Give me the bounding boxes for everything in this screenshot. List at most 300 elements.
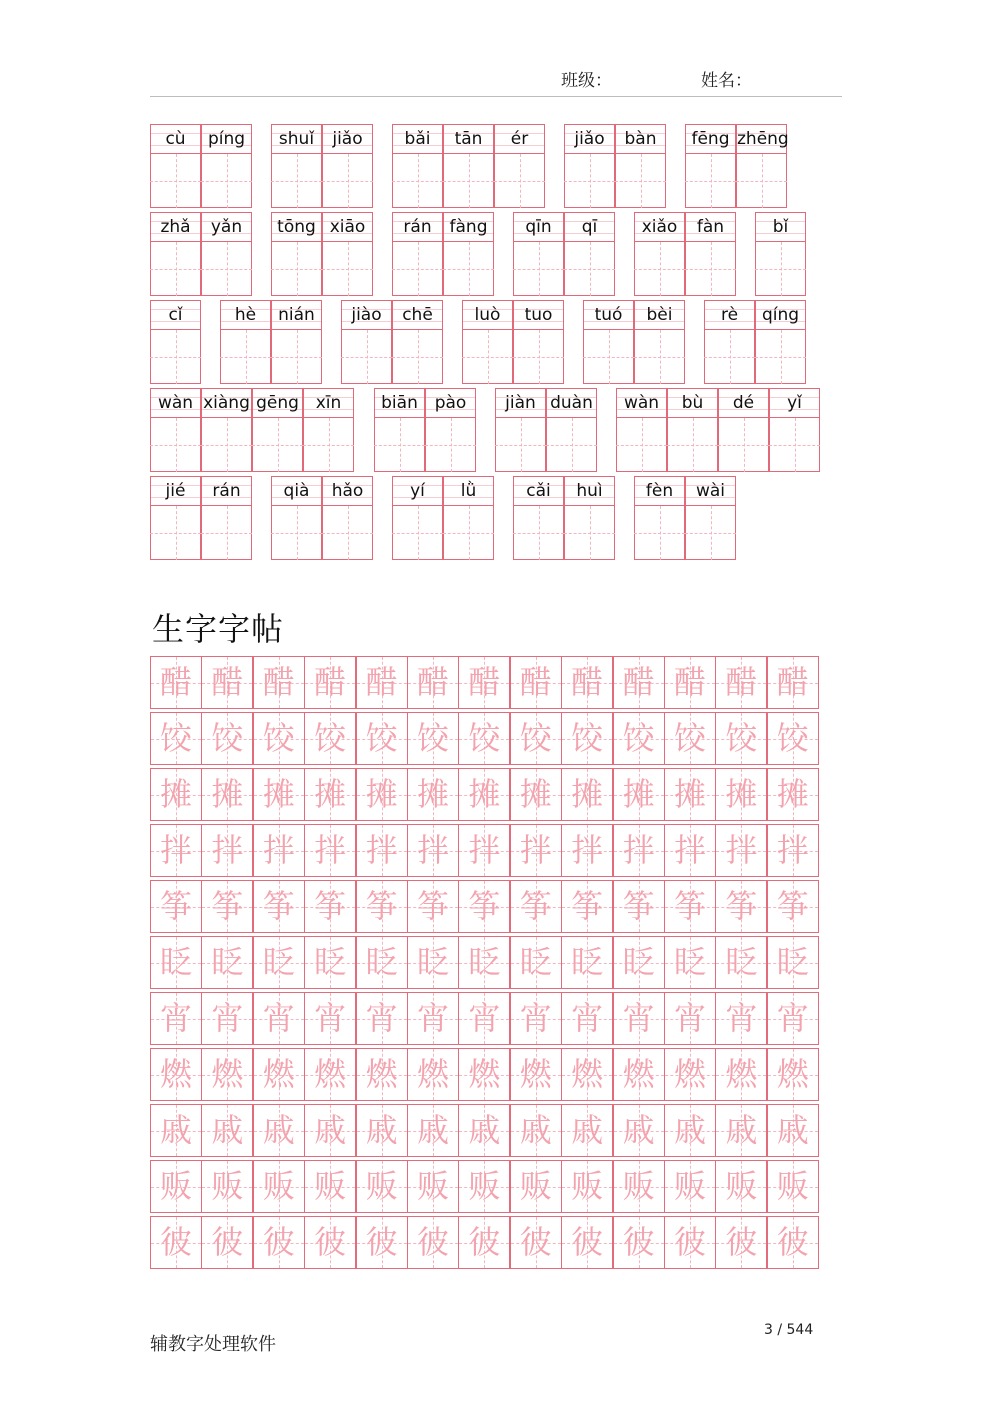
- pinyin-cell[interactable]: [322, 212, 373, 296]
- practice-cell[interactable]: [356, 824, 408, 877]
- pinyin-cell[interactable]: [704, 300, 755, 384]
- pinyin-cell[interactable]: [564, 212, 615, 296]
- pinyin-syllable: bèi: [646, 305, 673, 325]
- practice-cell[interactable]: [613, 1048, 665, 1101]
- practice-cell[interactable]: [458, 1216, 510, 1269]
- tianzige-writing-box[interactable]: [322, 241, 373, 296]
- pinyin-syllable: tān: [454, 129, 483, 149]
- practice-cell[interactable]: [767, 880, 819, 933]
- pinyin-cell[interactable]: [201, 124, 252, 208]
- pinyin-cell[interactable]: [634, 212, 685, 296]
- tianzige-writing-box[interactable]: [616, 417, 667, 472]
- tianzige-writing-box[interactable]: [615, 153, 666, 208]
- tianzige-writing-box[interactable]: [252, 417, 303, 472]
- pinyin-cell[interactable]: [150, 476, 201, 560]
- practice-cell[interactable]: [715, 880, 767, 933]
- pinyin-cell[interactable]: [271, 124, 322, 208]
- trace-character: 戚: [725, 1111, 758, 1149]
- practice-cell[interactable]: [715, 1216, 767, 1269]
- pinyin-cell[interactable]: [392, 212, 443, 296]
- practice-cell[interactable]: [715, 712, 767, 765]
- practice-cell[interactable]: [510, 936, 562, 989]
- trace-character: 燃: [211, 1055, 244, 1093]
- practice-cell[interactable]: [407, 712, 459, 765]
- practice-cell[interactable]: [458, 656, 510, 709]
- practice-cell[interactable]: [767, 656, 819, 709]
- trace-character: 戚: [519, 1111, 552, 1149]
- practice-cell[interactable]: [715, 1048, 767, 1101]
- practice-cell[interactable]: [304, 1160, 356, 1213]
- trace-character: 摊: [365, 775, 398, 813]
- practice-cell[interactable]: [356, 768, 408, 821]
- tianzige-writing-box[interactable]: [271, 329, 322, 384]
- practice-cell[interactable]: [253, 1216, 305, 1269]
- practice-cell[interactable]: [664, 936, 716, 989]
- practice-cell[interactable]: [613, 992, 665, 1045]
- pinyin-cell[interactable]: [685, 212, 736, 296]
- practice-cell[interactable]: [458, 1160, 510, 1213]
- tianzige-writing-box[interactable]: [583, 329, 634, 384]
- practice-cell[interactable]: [253, 1048, 305, 1101]
- tianzige-writing-box[interactable]: [150, 153, 201, 208]
- pinyin-syllable: xīn: [315, 393, 342, 413]
- pinyin-cell[interactable]: [667, 388, 718, 472]
- practice-cell[interactable]: [561, 1104, 613, 1157]
- pinyin-cell[interactable]: [616, 388, 667, 472]
- practice-cell[interactable]: [767, 1160, 819, 1213]
- practice-cell[interactable]: [613, 1216, 665, 1269]
- practice-cell[interactable]: [201, 992, 253, 1045]
- practice-cell[interactable]: [510, 1216, 562, 1269]
- practice-cell[interactable]: [253, 992, 305, 1045]
- trace-character: 宵: [211, 999, 244, 1037]
- practice-cell[interactable]: [715, 824, 767, 877]
- practice-cell[interactable]: [613, 824, 665, 877]
- practice-cell[interactable]: [304, 936, 356, 989]
- pinyin-cell[interactable]: [546, 388, 597, 472]
- pinyin-cell[interactable]: [564, 124, 615, 208]
- tianzige-writing-box[interactable]: [704, 329, 755, 384]
- pinyin-cell[interactable]: [443, 212, 494, 296]
- trace-character: 拌: [314, 831, 347, 869]
- pinyin-cell[interactable]: [392, 300, 443, 384]
- practice-cell[interactable]: [767, 936, 819, 989]
- practice-cell[interactable]: [407, 1048, 459, 1101]
- practice-cell[interactable]: [458, 992, 510, 1045]
- practice-cell[interactable]: [150, 712, 202, 765]
- practice-cell[interactable]: [664, 768, 716, 821]
- practice-cell[interactable]: [201, 880, 253, 933]
- tianzige-writing-box[interactable]: [150, 329, 201, 384]
- pinyin-cell[interactable]: [341, 300, 392, 384]
- practice-cell[interactable]: [304, 1216, 356, 1269]
- tianzige-writing-box[interactable]: [392, 505, 443, 560]
- tianzige-writing-box[interactable]: [150, 417, 201, 472]
- tianzige-writing-box[interactable]: [201, 505, 252, 560]
- pinyin-syllable: qīn: [525, 217, 552, 237]
- practice-cell[interactable]: [253, 824, 305, 877]
- practice-cell[interactable]: [561, 1216, 613, 1269]
- practice-cell[interactable]: [201, 1104, 253, 1157]
- practice-cell[interactable]: [356, 712, 408, 765]
- practice-cell[interactable]: [356, 656, 408, 709]
- pinyin-cell[interactable]: [583, 300, 634, 384]
- pinyin-cell[interactable]: [220, 300, 271, 384]
- pinyin-cell[interactable]: [443, 476, 494, 560]
- pinyin-cell[interactable]: [634, 476, 685, 560]
- tianzige-writing-box[interactable]: [443, 241, 494, 296]
- practice-cell[interactable]: [253, 880, 305, 933]
- practice-cell[interactable]: [356, 1160, 408, 1213]
- trace-character: 宵: [314, 999, 347, 1037]
- practice-cell[interactable]: [561, 1160, 613, 1213]
- trace-character: 筝: [725, 887, 758, 925]
- trace-character: 戚: [468, 1111, 501, 1149]
- practice-cell[interactable]: [664, 1160, 716, 1213]
- practice-cell[interactable]: [253, 936, 305, 989]
- trace-character: 彼: [416, 1223, 449, 1261]
- tianzige-writing-box[interactable]: [634, 241, 685, 296]
- tianzige-writing-box[interactable]: [513, 241, 564, 296]
- practice-cell[interactable]: [510, 712, 562, 765]
- tianzige-writing-box[interactable]: [564, 505, 615, 560]
- pinyin-cell[interactable]: [495, 388, 546, 472]
- practice-cell[interactable]: [150, 1216, 202, 1269]
- practice-cell[interactable]: [407, 768, 459, 821]
- practice-cell[interactable]: [458, 1104, 510, 1157]
- practice-cell[interactable]: [304, 656, 356, 709]
- tianzige-writing-box[interactable]: [201, 153, 252, 208]
- practice-cell[interactable]: [253, 768, 305, 821]
- trace-character: 摊: [314, 775, 347, 813]
- practice-cell[interactable]: [201, 768, 253, 821]
- pinyin-syllable: wài: [695, 481, 726, 501]
- practice-cell[interactable]: [356, 992, 408, 1045]
- practice-cell[interactable]: [356, 1216, 408, 1269]
- tianzige-writing-box[interactable]: [392, 241, 443, 296]
- practice-cell[interactable]: [356, 1048, 408, 1101]
- pinyin-cell[interactable]: [392, 476, 443, 560]
- trace-character: 贩: [365, 1167, 398, 1205]
- practice-cell[interactable]: [304, 1104, 356, 1157]
- tianzige-writing-box[interactable]: [150, 505, 201, 560]
- tianzige-writing-box[interactable]: [303, 417, 354, 472]
- practice-cell[interactable]: [561, 656, 613, 709]
- practice-cell[interactable]: [407, 880, 459, 933]
- trace-character: 戚: [365, 1111, 398, 1149]
- practice-cell[interactable]: [458, 880, 510, 933]
- pinyin-cell[interactable]: [322, 124, 373, 208]
- pinyin-syllable: rán: [212, 481, 241, 501]
- practice-cell[interactable]: [664, 1216, 716, 1269]
- pinyin-cell[interactable]: [685, 124, 736, 208]
- trace-character: 宵: [622, 999, 655, 1037]
- practice-row: [150, 824, 818, 877]
- practice-cell[interactable]: [304, 880, 356, 933]
- pinyin-cell[interactable]: [303, 388, 354, 472]
- pinyin-cell[interactable]: [150, 124, 201, 208]
- practice-cell[interactable]: [561, 1048, 613, 1101]
- practice-cell[interactable]: [613, 1160, 665, 1213]
- trace-character: 燃: [519, 1055, 552, 1093]
- trace-character: 彼: [673, 1223, 706, 1261]
- pinyin-cell[interactable]: [462, 300, 513, 384]
- tianzige-writing-box[interactable]: [271, 505, 322, 560]
- pinyin-cell[interactable]: [513, 300, 564, 384]
- trace-character: 醋: [365, 663, 398, 701]
- tianzige-writing-box[interactable]: [564, 153, 615, 208]
- practice-cell[interactable]: [767, 712, 819, 765]
- pinyin-cell[interactable]: [494, 124, 545, 208]
- practice-cell[interactable]: [613, 880, 665, 933]
- practice-cell[interactable]: [356, 1104, 408, 1157]
- practice-cell[interactable]: [510, 880, 562, 933]
- pinyin-cell[interactable]: [271, 476, 322, 560]
- practice-cell[interactable]: [767, 992, 819, 1045]
- pinyin-syllable: nián: [278, 305, 315, 325]
- practice-row: [150, 712, 818, 765]
- practice-cell[interactable]: [561, 936, 613, 989]
- practice-cell[interactable]: [253, 1160, 305, 1213]
- pinyin-cell[interactable]: [252, 388, 303, 472]
- pinyin-cell[interactable]: [443, 124, 494, 208]
- tianzige-writing-box[interactable]: [685, 505, 736, 560]
- practice-cell[interactable]: [150, 1160, 202, 1213]
- practice-cell[interactable]: [201, 824, 253, 877]
- practice-cell[interactable]: [304, 1048, 356, 1101]
- practice-cell[interactable]: [510, 1160, 562, 1213]
- practice-cell[interactable]: [150, 1048, 202, 1101]
- practice-cell[interactable]: [715, 936, 767, 989]
- tianzige-writing-box[interactable]: [374, 417, 425, 472]
- tianzige-writing-box[interactable]: [546, 417, 597, 472]
- practice-cell[interactable]: [150, 1104, 202, 1157]
- tianzige-writing-box[interactable]: [513, 505, 564, 560]
- trace-character: 摊: [776, 775, 809, 813]
- practice-cell[interactable]: [201, 1048, 253, 1101]
- tianzige-writing-box[interactable]: [667, 417, 718, 472]
- practice-cell[interactable]: [561, 768, 613, 821]
- practice-cell[interactable]: [150, 768, 202, 821]
- practice-cell[interactable]: [304, 824, 356, 877]
- practice-cell[interactable]: [561, 880, 613, 933]
- tianzige-writing-box[interactable]: [443, 153, 494, 208]
- pinyin-syllable: xiāo: [329, 217, 366, 237]
- pinyin-cell[interactable]: [755, 300, 806, 384]
- practice-cell[interactable]: [201, 1216, 253, 1269]
- pinyin-syllable: jiǎo: [574, 129, 605, 149]
- tianzige-writing-box[interactable]: [392, 153, 443, 208]
- practice-cell[interactable]: [356, 880, 408, 933]
- pinyin-cell[interactable]: [271, 212, 322, 296]
- tianzige-writing-box[interactable]: [769, 417, 820, 472]
- practice-cell[interactable]: [715, 1160, 767, 1213]
- tianzige-writing-box[interactable]: [634, 329, 685, 384]
- practice-cell[interactable]: [715, 656, 767, 709]
- tianzige-writing-box[interactable]: [220, 329, 271, 384]
- practice-cell[interactable]: [767, 824, 819, 877]
- pinyin-syllable: bǎi: [404, 129, 431, 149]
- practice-cell[interactable]: [304, 712, 356, 765]
- practice-cell[interactable]: [407, 656, 459, 709]
- tianzige-writing-box[interactable]: [634, 505, 685, 560]
- trace-character: 戚: [622, 1111, 655, 1149]
- tianzige-writing-box[interactable]: [341, 329, 392, 384]
- practice-cell[interactable]: [253, 712, 305, 765]
- pinyin-cell[interactable]: [755, 212, 806, 296]
- trace-character: 饺: [468, 719, 501, 757]
- practice-row: [150, 1160, 818, 1213]
- pinyin-cell[interactable]: [150, 388, 201, 472]
- practice-cell[interactable]: [510, 656, 562, 709]
- practice-cell[interactable]: [407, 1160, 459, 1213]
- practice-cell[interactable]: [767, 1216, 819, 1269]
- trace-character: 眨: [468, 943, 501, 981]
- practice-cell[interactable]: [561, 824, 613, 877]
- practice-cell[interactable]: [201, 712, 253, 765]
- pinyin-cell[interactable]: [513, 476, 564, 560]
- trace-character: 筝: [622, 887, 655, 925]
- practice-cell[interactable]: [510, 824, 562, 877]
- tianzige-writing-box[interactable]: [462, 329, 513, 384]
- practice-cell[interactable]: [458, 1048, 510, 1101]
- pinyin-cell[interactable]: [685, 476, 736, 560]
- tianzige-writing-box[interactable]: [150, 241, 201, 296]
- pinyin-cell[interactable]: [615, 124, 666, 208]
- practice-cell[interactable]: [510, 1048, 562, 1101]
- trace-character: 饺: [622, 719, 655, 757]
- practice-cell[interactable]: [664, 1104, 716, 1157]
- trace-character: 醋: [262, 663, 295, 701]
- tianzige-writing-box[interactable]: [425, 417, 476, 472]
- practice-cell[interactable]: [253, 1104, 305, 1157]
- tianzige-writing-box[interactable]: [685, 241, 736, 296]
- pinyin-cell[interactable]: [634, 300, 685, 384]
- practice-cell[interactable]: [407, 992, 459, 1045]
- tianzige-writing-box[interactable]: [443, 505, 494, 560]
- tianzige-writing-box[interactable]: [494, 153, 545, 208]
- trace-character: 燃: [776, 1055, 809, 1093]
- practice-cell[interactable]: [664, 992, 716, 1045]
- practice-cell[interactable]: [458, 936, 510, 989]
- pinyin-cell[interactable]: [564, 476, 615, 560]
- practice-cell[interactable]: [201, 936, 253, 989]
- practice-cell[interactable]: [561, 992, 613, 1045]
- pinyin-syllable: fèn: [645, 481, 674, 501]
- practice-cell[interactable]: [304, 992, 356, 1045]
- pinyin-cell[interactable]: [392, 124, 443, 208]
- trace-character: 筝: [159, 887, 192, 925]
- pinyin-cell[interactable]: [201, 388, 252, 472]
- practice-cell[interactable]: [407, 1104, 459, 1157]
- practice-cell[interactable]: [613, 936, 665, 989]
- page-number: 3 / 544: [764, 1322, 814, 1338]
- practice-cell[interactable]: [664, 824, 716, 877]
- pinyin-cell[interactable]: [718, 388, 769, 472]
- practice-cell[interactable]: [767, 1048, 819, 1101]
- practice-cell[interactable]: [613, 1104, 665, 1157]
- practice-cell[interactable]: [356, 936, 408, 989]
- practice-cell[interactable]: [510, 1104, 562, 1157]
- pinyin-cell[interactable]: [150, 212, 201, 296]
- practice-cell[interactable]: [150, 880, 202, 933]
- tianzige-writing-box[interactable]: [201, 241, 252, 296]
- practice-cell[interactable]: [561, 712, 613, 765]
- trace-character: 彼: [365, 1223, 398, 1261]
- practice-cell[interactable]: [613, 712, 665, 765]
- pinyin-cell[interactable]: [201, 212, 252, 296]
- practice-cell[interactable]: [458, 824, 510, 877]
- practice-cell[interactable]: [407, 936, 459, 989]
- tianzige-writing-box[interactable]: [564, 241, 615, 296]
- trace-character: 摊: [725, 775, 758, 813]
- tianzige-writing-box[interactable]: [271, 241, 322, 296]
- tianzige-writing-box[interactable]: [271, 153, 322, 208]
- practice-cell[interactable]: [613, 768, 665, 821]
- trace-character: 眨: [519, 943, 552, 981]
- practice-cell[interactable]: [664, 656, 716, 709]
- practice-cell[interactable]: [201, 656, 253, 709]
- practice-cell[interactable]: [715, 992, 767, 1045]
- practice-row: [150, 1216, 818, 1269]
- practice-cell[interactable]: [150, 936, 202, 989]
- practice-cell[interactable]: [201, 1160, 253, 1213]
- practice-cell[interactable]: [715, 1104, 767, 1157]
- practice-cell[interactable]: [613, 656, 665, 709]
- tianzige-writing-box[interactable]: [201, 417, 252, 472]
- pinyin-cell[interactable]: [513, 212, 564, 296]
- practice-cell[interactable]: [150, 656, 202, 709]
- practice-cell[interactable]: [458, 768, 510, 821]
- tianzige-writing-box[interactable]: [495, 417, 546, 472]
- practice-cell[interactable]: [253, 656, 305, 709]
- practice-cell[interactable]: [767, 768, 819, 821]
- pinyin-cell[interactable]: [322, 476, 373, 560]
- pinyin-syllable: yí: [410, 481, 425, 501]
- practice-cell[interactable]: [510, 992, 562, 1045]
- pinyin-cell[interactable]: [736, 124, 787, 208]
- practice-cell[interactable]: [304, 768, 356, 821]
- pinyin-cell[interactable]: [150, 300, 201, 384]
- practice-cell[interactable]: [664, 712, 716, 765]
- tianzige-writing-box[interactable]: [736, 153, 787, 208]
- pinyin-cell[interactable]: [425, 388, 476, 472]
- tianzige-writing-box[interactable]: [322, 153, 373, 208]
- practice-cell[interactable]: [458, 712, 510, 765]
- pinyin-cell[interactable]: [374, 388, 425, 472]
- tianzige-writing-box[interactable]: [392, 329, 443, 384]
- practice-cell[interactable]: [664, 1048, 716, 1101]
- practice-cell[interactable]: [767, 1104, 819, 1157]
- practice-cell[interactable]: [150, 992, 202, 1045]
- tianzige-writing-box[interactable]: [718, 417, 769, 472]
- tianzige-writing-box[interactable]: [755, 241, 806, 296]
- practice-cell[interactable]: [407, 824, 459, 877]
- practice-cell[interactable]: [150, 824, 202, 877]
- tianzige-writing-box[interactable]: [685, 153, 736, 208]
- trace-character: 饺: [673, 719, 706, 757]
- pinyin-cell[interactable]: [201, 476, 252, 560]
- practice-cell[interactable]: [715, 768, 767, 821]
- tianzige-writing-box[interactable]: [513, 329, 564, 384]
- tianzige-writing-box[interactable]: [755, 329, 806, 384]
- practice-cell[interactable]: [510, 768, 562, 821]
- practice-cell[interactable]: [664, 880, 716, 933]
- practice-cell[interactable]: [407, 1216, 459, 1269]
- tianzige-writing-box[interactable]: [322, 505, 373, 560]
- pinyin-cell[interactable]: [769, 388, 820, 472]
- pinyin-cell[interactable]: [271, 300, 322, 384]
